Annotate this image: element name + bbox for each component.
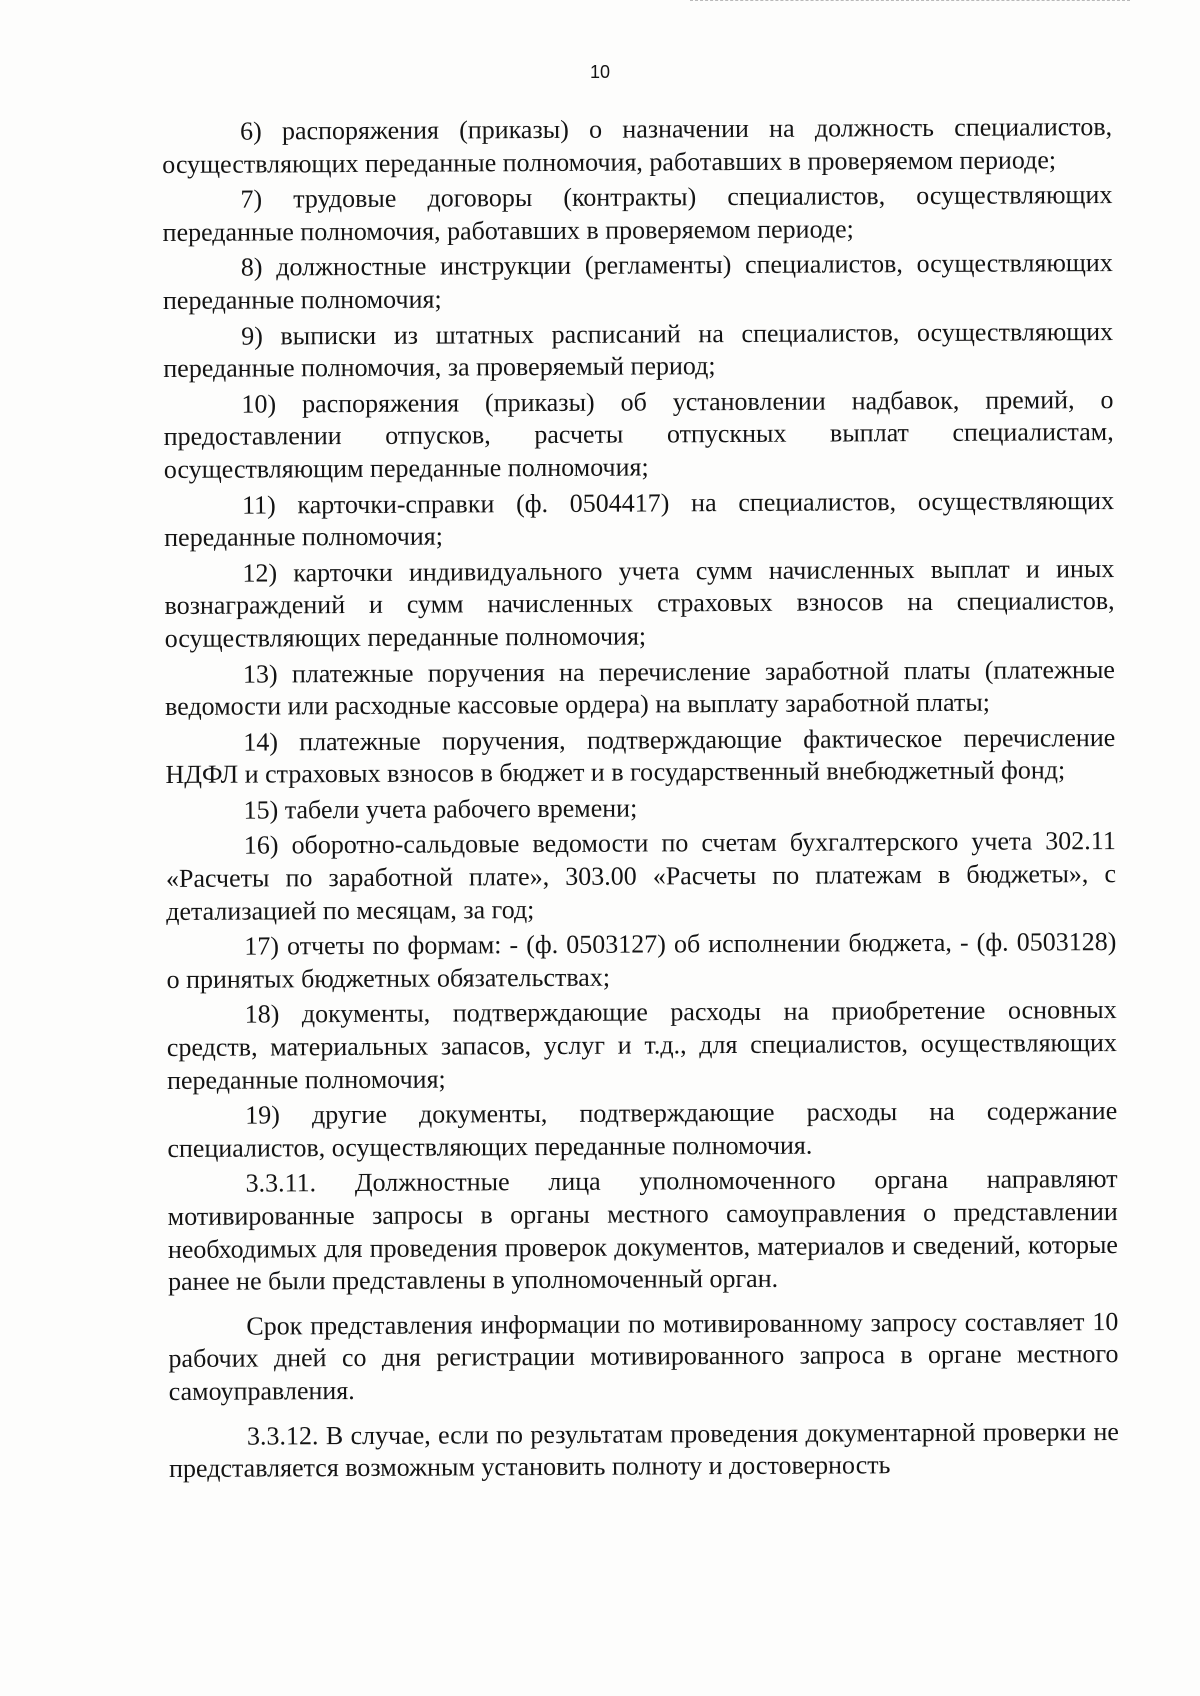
list-item-17: 17) отчеты по формам: - (ф. 0503127) об исполнении бюджета, - (ф. 0503128) о принятых бюджетных обязательствах; (166, 927, 1117, 994)
scan-edge-mark (690, 0, 1130, 11)
list-item-19: 19) другие документы, подтверждающие расходы на содержание специалистов, осуществляющих переданные полномочия. (167, 1096, 1118, 1163)
list-item-15: 15) табели учета рабочего времени; (243, 793, 638, 825)
document-body (162, 111, 1119, 1489)
clause-3-3-12: 3.3.12. В случае, если по результатам проведения документарной проверки не представляется возможным установить полноту и достоверность (169, 1416, 1119, 1484)
list-item-18: 18) документы, подтверждающие расходы на приобретение основных средств, материальных запасов, услуг и т.д., для специалистов, осуществляющих переданные полномочия; (166, 995, 1117, 1095)
list-item-9: 9) выписки из штатных расписаний на специалистов, осуществляющих переданные полномочия, за проверяемый период; (163, 316, 1114, 384)
list-item-13: 13) платежные поручения на перечисление заработной платы (платежные ведомости или расходные кассовые ордера) на выплату заработной платы; (165, 654, 1115, 722)
clause-3-3-11: 3.3.11. Должностные лица уполномоченного органа направляют мотивированные запросы в органы местного самоуправления о представлении необходимых для проведения проверок документов, материалов и сведений, которые ранее не были представлены в уполномоченный орган. (167, 1164, 1118, 1297)
page-number: 10 (589, 62, 611, 82)
list-item-16: 16) оборотно-сальдовые ведомости по счетам бухгалтерского учета 302.11 «Расчеты по заработной плате», 303.00 «Расчеты по платежам в бюджеты», с детализацией по месяцам, за год; (165, 826, 1117, 926)
list-item-14: 14) платежные поручения, подтверждающие фактическое перечисление НДФЛ и страховых взносов в бюджет и в государственный внебюджетный фонд; (165, 722, 1116, 790)
list-item-12: 12) карточки индивидуального учета сумм начисленных выплат и иных вознаграждений и сумм начисленных страховых взносов на специалистов, осуществляющих переданные полномочия; (164, 553, 1115, 653)
list-item-11: 11) карточки-справки (ф. 0504417) на специалистов, осуществляющих переданные полномочия; (164, 485, 1115, 553)
list-item-7: 7) трудовые договоры (контракты) специалистов, осуществляющих переданные полномочия, работавших в проверяемом периоде; (162, 180, 1113, 247)
list-item-8: 8) должностные инструкции (регламенты) специалистов, осуществляющих переданные полномочия; (162, 248, 1113, 315)
clause-3-3-11-deadline: Срок представления информации по мотивированному запросу составляет 10 рабочих дней со дня регистрации мотивированного запроса в органе местного самоуправления. (168, 1306, 1119, 1406)
list-item-10: 10) распоряжения (приказы) об установлении надбавок, премий, о предоставлении отпусков, расчеты отпускных выплат специалистам, осуществляющим переданные полномочия; (163, 384, 1114, 484)
list-item-6: 6) распоряжения (приказы) о назначении на должность специалистов, осуществляющих переданные полномочия, работавших в проверяемом периоде; (162, 112, 1113, 179)
